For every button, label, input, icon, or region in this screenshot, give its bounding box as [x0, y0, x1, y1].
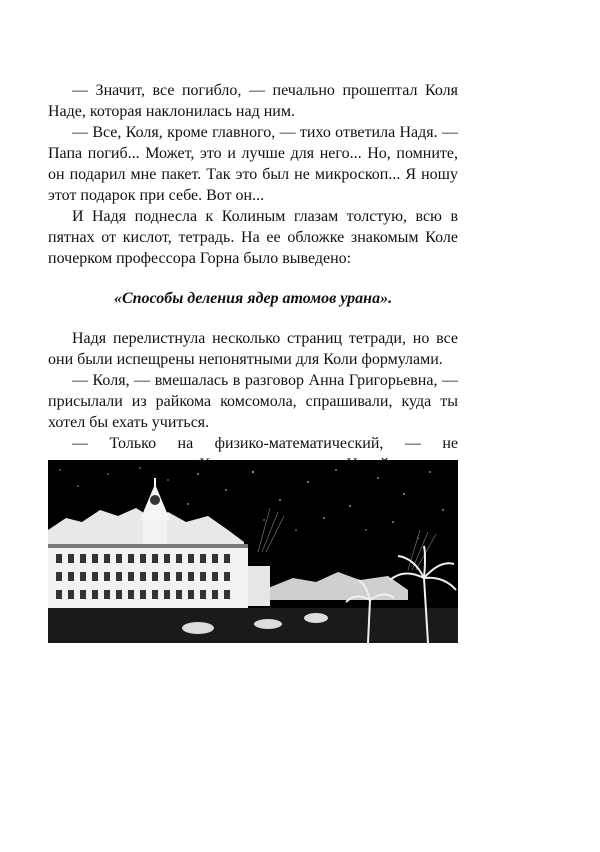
paragraph-4: Надя перелистнула несколько страниц тетради, но все они были испещрены непонятными для Коли формулами. — [48, 330, 458, 368]
paragraph-3: И Надя поднесла к Колиным глазам толстую, всю в пятнах от кислот, тетрадь. На ее обложке знакомым Коле почерком профессора Горна было выведено: — [48, 208, 458, 267]
paragraph-5: — Коля, — вмешалась в разговор Анна Григорьевна, — присылали из райкома комсомола, спрашивали, куда ты хотел бы ехать учиться. — [48, 372, 458, 431]
paragraph-2: — Все, Коля, кроме главного, — тихо ответила Надя. — Папа погиб... Может, это и лучше для него... Но, помните, он подарил мне пакет. Так это был не микроскоп... Я ношу этот подарок при себе. Вот он... — [48, 124, 458, 204]
illustration-drawing — [48, 460, 458, 643]
notebook-title: «Способы деления ядер атомов урана». — [113, 290, 393, 307]
paragraph-6: — Только на физико-математический, — не — [72, 435, 458, 452]
night-city-illustration — [48, 460, 458, 643]
text-block — [48, 80, 458, 475]
paragraph-1: — Значит, все погибло, — печально прошептал Коля Наде, которая наклонилась над ним. — [48, 82, 458, 120]
street — [48, 608, 458, 643]
